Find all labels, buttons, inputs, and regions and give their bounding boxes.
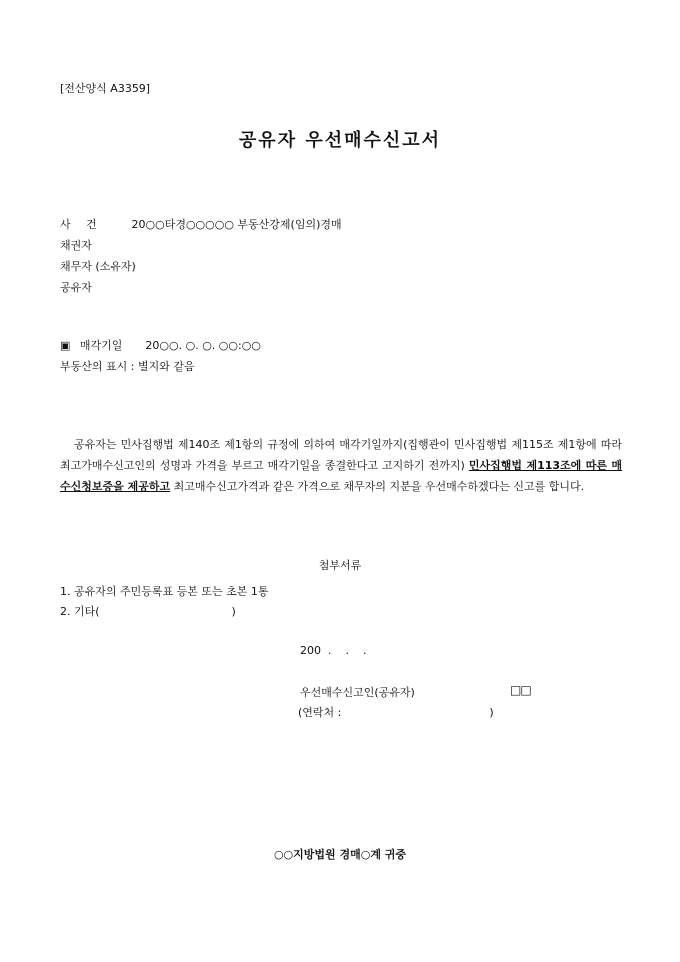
attachments-title: 첨부서류 [318, 559, 362, 572]
coowner-label: 공유자 [60, 281, 92, 294]
declaration-part1: 공유자는 민사집행법 제140조 제1항의 규정에 의하여 매각기일까지(집행관이 민사집행법 제115조 제1항에 따라 최고가매수신고인의 성명과 가격을 부르고 매각기일을 종결한다고 고지하기 전까지) [60, 438, 622, 472]
debtor-label: 채무자 (소유자) [60, 260, 136, 273]
court-footer: ○○지방법원 경매○계 귀중 [273, 848, 407, 861]
contact-prefix: (연락처 : [298, 706, 342, 719]
signature-label: 우선매수신고인(공유자) [300, 686, 415, 699]
declaration-part2: 최고매수신고가격과 같은 가격으로 채무자의 지분을 우선매수하겠다는 신고를 합니다. [170, 480, 585, 493]
case-label: 사 건 [60, 218, 97, 231]
declaration-body [60, 434, 622, 497]
declaration-emphasis: 민사집행법 제113조에 따른 매수신청보증을 제공하고 [60, 459, 622, 493]
creditor-label: 채권자 [60, 239, 92, 252]
attachment-item-2-suffix: ) [231, 605, 236, 618]
attachment-item-2 [60, 603, 236, 619]
form-code: [전산양식 A3359] [60, 82, 151, 95]
attachment-item-1: 1. 공유자의 주민등록표 등본 또는 초본 1통 [60, 585, 269, 598]
sale-date-row [60, 337, 261, 353]
attachment-item-2-prefix: 2. 기타( [60, 605, 100, 618]
sale-date-label: 매각기일 [79, 339, 123, 352]
checkbox-marker: ▣ [60, 339, 71, 352]
seal-boxes: □□ [510, 683, 531, 697]
property-label: 부동산의 표시 : 별지와 같음 [60, 360, 195, 373]
document-title: 공유자 우선매수신고서 [238, 130, 442, 151]
contact-suffix: ) [489, 706, 494, 719]
contact-row [298, 704, 494, 720]
sale-date-value: 20○○. ○. ○. ○○:○○ [145, 339, 261, 352]
date-line: 200 . . . [300, 644, 367, 657]
case-value: 20○○타경○○○○○ 부동산강제(임의)경매 [131, 218, 342, 231]
case-row [60, 216, 342, 232]
